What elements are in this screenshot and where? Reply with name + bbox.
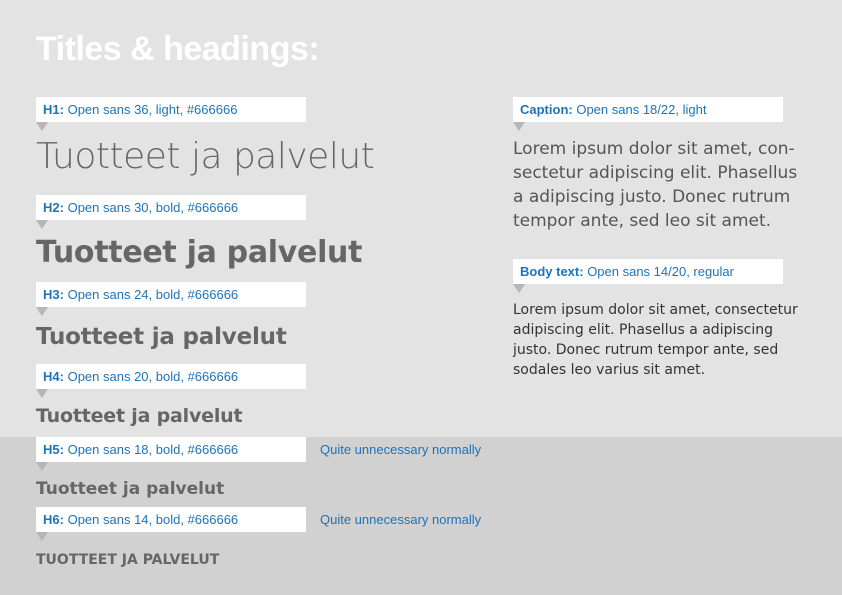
h6-note: Quite unnecessary normally [320,512,482,527]
caption-spec-text: Open sans 18/22, light [576,102,707,117]
caption-spec-label [513,97,783,122]
h3-spec-tag: H3: [43,287,64,302]
h1-spec-tag: H1: [43,102,64,117]
h3-sample: Tuotteet ja palvelut [36,324,287,350]
h2-sample: Tuotteet ja palvelut [36,235,363,270]
h4-spec-text: Open sans 20, bold, #666666 [67,369,239,384]
h1-sample: Tuotteet ja palvelut [36,136,375,177]
h3-spec-label [36,282,306,307]
h1-spec-text: Open sans 36, light, #666666 [67,102,238,117]
h2-spec-text: Open sans 30, bold, #666666 [67,200,239,215]
h5-spec-tag: H5: [43,442,64,457]
h6-sample: TUOTTEET JA PALVELUT [36,552,220,568]
h2-spec-tag: H2: [43,200,64,215]
h6-spec-label [36,507,306,532]
body-text-spec-label [513,259,783,284]
h1-spec-label [36,97,306,122]
h3-spec-text: Open sans 24, bold, #666666 [67,287,239,302]
body-text-sample: Lorem ipsum dolor sit amet, consectetur adipiscing elit. Phasellus a adipiscing justo. Donec rutrum tempor ante, sed sodales leo varius sit amet. [513,302,798,378]
h5-spec-text: Open sans 18, bold, #666666 [67,442,239,457]
h5-spec-label [36,437,306,462]
caption-spec-tag: Caption: [520,102,573,117]
h5-note: Quite unnecessary normally [320,442,482,457]
h4-sample: Tuotteet ja palvelut [36,405,243,427]
body-text-spec-tag: Body text: [520,264,584,279]
body-text-spec-text: Open sans 14/20, regular [587,264,734,279]
h6-spec-text: Open sans 14, bold, #666666 [67,512,239,527]
caption-sample: Lorem ipsum dolor sit amet, con-sectetur adipiscing elit. Phasellus a adipiscing justo. Donec rutrum tempor ante, sed leo sit amet. [513,139,798,231]
h4-spec-tag: H4: [43,369,64,384]
h2-spec-label [36,195,306,220]
page-title: Titles & headings: [36,30,320,68]
h5-sample: Tuotteet ja palvelut [36,479,225,499]
h4-spec-label [36,364,306,389]
h6-spec-tag: H6: [43,512,64,527]
